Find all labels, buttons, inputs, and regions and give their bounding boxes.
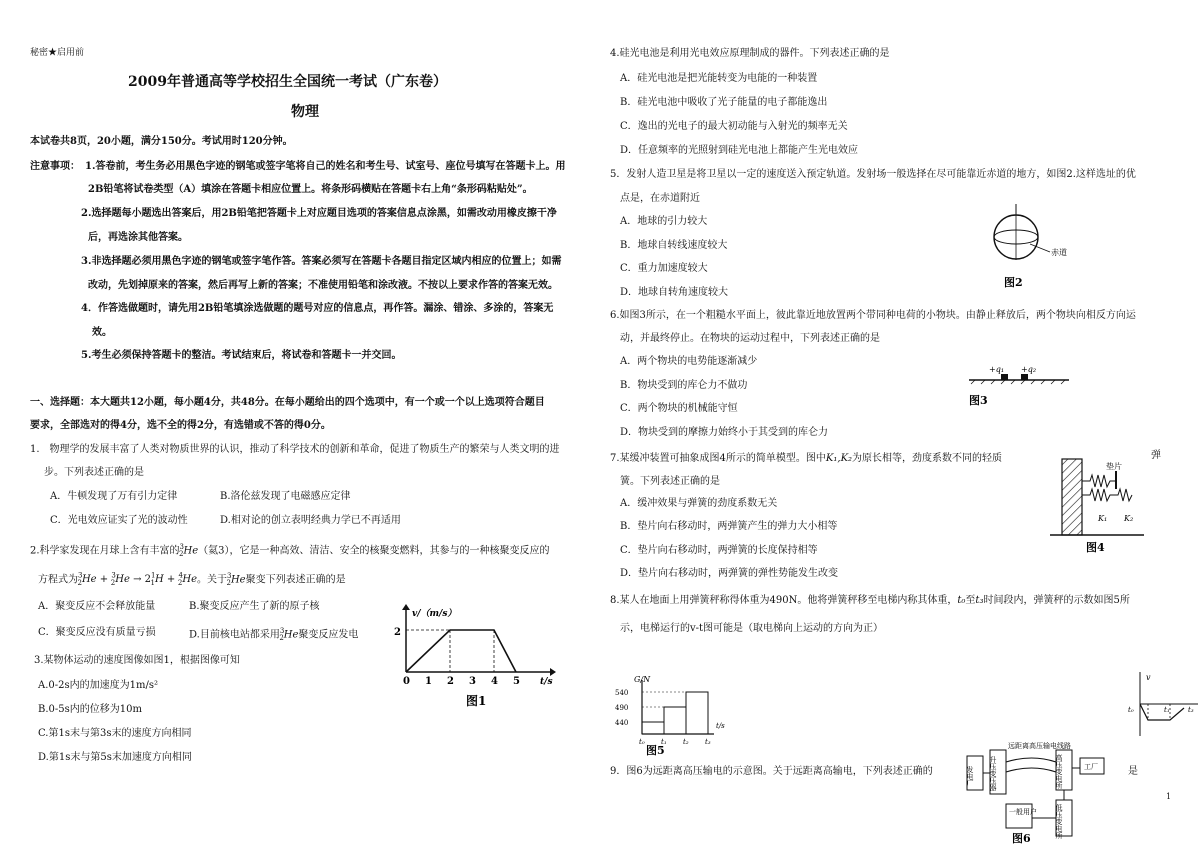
vt-t3: t₃ bbox=[1188, 706, 1194, 714]
q7-stem-tail: 弹 bbox=[1151, 450, 1161, 461]
note-line: 后，再选涂其他答案。 bbox=[88, 232, 188, 243]
fig5-bar bbox=[642, 722, 664, 734]
factory-label: 工厂 bbox=[1084, 763, 1098, 771]
intro: 本试卷共8页，20小题，满分150分。考试用时120分钟。 bbox=[30, 136, 293, 147]
q4-option-d: D．任意频率的光照射到硅光电池上都能产生光电效应 bbox=[620, 145, 859, 156]
q6-option-c: C．两个物块的机械能守恒 bbox=[620, 403, 738, 414]
fig5-xtick: t₀ bbox=[639, 738, 645, 746]
fig5-xtick: t₂ bbox=[683, 738, 689, 746]
q3-option-a: A.0-2s内的加速度为1m/s² bbox=[38, 680, 158, 691]
fig1-ytick: 2 bbox=[394, 627, 401, 638]
section-heading: 一、选择题：本大题共12小题，每小题4分，共48分。在每小题给出的四个选项中，有一个或一个以上选项符合题目 bbox=[30, 397, 545, 408]
q2-label: +q₂ bbox=[1021, 365, 1037, 374]
fig6-caption: 图6 bbox=[1012, 832, 1031, 845]
q2-option-d: D.目前核电站都采用$^3_2$He聚变反应发电 bbox=[189, 627, 359, 643]
q1-stem: 1. 物理学的发展丰富了人类对物质世界的认识，推动了科学技术的创新和革命，促进了物质生产的繁荣与人类文明的进 bbox=[30, 444, 560, 455]
fig5-bar bbox=[664, 707, 686, 734]
q3-option-d: D.第1s末与第5s末加速度方向相同 bbox=[38, 752, 192, 763]
note-line: 效。 bbox=[92, 327, 112, 338]
note-line: 1.答卷前，考生务必用黑色字迹的钢笔或签字笔将自己的姓名和考生号、试室号、座位号填写在答题卡上。用 bbox=[85, 161, 566, 172]
fig1-ylabel: v/（m/s） bbox=[412, 609, 457, 619]
q7-option-b: B．垫片向右移动时，两弹簧产生的弹力大小相等 bbox=[620, 521, 838, 532]
exam-title: 2009年普通高等学校招生全国统一考试（广东卷） bbox=[128, 74, 447, 90]
fig1-xtick: 2 bbox=[447, 676, 454, 687]
q5-stem: 点是，在赤道附近 bbox=[620, 193, 700, 204]
block-1 bbox=[1001, 374, 1008, 380]
q4-option-a: A．硅光电池是把光能转变为电能的一种装置 bbox=[620, 73, 818, 84]
plant-label: 发电厂 bbox=[966, 766, 974, 787]
fig1-xtick: 1 bbox=[425, 676, 432, 687]
q5-option-d: D．地球自转角速度较大 bbox=[620, 287, 729, 298]
y-axis-arrow bbox=[402, 604, 410, 610]
q7-option-d: D．垫片向右移动时，两弹簧的弹性势能发生改变 bbox=[620, 568, 839, 579]
block-2 bbox=[1021, 374, 1028, 380]
figure-3-charges bbox=[965, 362, 1075, 408]
notes-label: 注意事项： bbox=[30, 161, 80, 172]
fig2-caption: 图2 bbox=[1004, 276, 1023, 289]
fig5-caption: 图5 bbox=[646, 744, 665, 757]
q2-equation: $^3_2He + ^3_2He \to 2^1_1H + ^4_2He$ bbox=[77, 572, 198, 588]
fig5-xtick: t₁ bbox=[661, 738, 667, 746]
q7-stem: 簧。下列表述正确的是 bbox=[620, 476, 720, 487]
q6-option-a: A．两个物块的电势能逐渐减少 bbox=[620, 356, 758, 367]
q1-option-d: D.相对论的创立表明经典力学已不再适用 bbox=[220, 515, 401, 526]
q2-stem: 2.科学家发现在月球上含有丰富的$^3_2$He（氦3），它是一种高效、清洁、安全的核聚变燃料，其参与的一种核聚变反应的 bbox=[30, 543, 550, 559]
step-up-label: 升压变压器 bbox=[989, 756, 997, 791]
subject-title: 物理 bbox=[291, 104, 319, 120]
q5-stem: 5．发射人造卫星是将卫星以一定的速度送入预定轨道。发射场一般选择在尽可能靠近赤道的地方，如图2.这样选址的优 bbox=[610, 169, 1136, 180]
q2-option-c: C．聚变反应没有质量亏损 bbox=[38, 627, 156, 638]
q5-option-a: A．地球的引力较大 bbox=[620, 216, 708, 227]
q6-option-d: D．物块受到的摩擦力始终小于其受到的库仑力 bbox=[620, 427, 829, 438]
note-line: 5.考生必须保持答题卡的整洁。考试结束后，将试卷和答题卡一并交回。 bbox=[81, 350, 402, 361]
q6-option-b: B．物块受到的库仑力不做功 bbox=[620, 380, 748, 391]
q1-option-c: C．光电效应证实了光的波动性 bbox=[50, 515, 188, 526]
q9-stem-tail: 是 bbox=[1128, 766, 1138, 777]
q2-stem: 方程式为$^3_2He + ^3_2He \to 2^1_1H + ^4_2He$。关于$^3_2$He聚变下列表述正确的是 bbox=[38, 572, 346, 588]
fig5-ytick: 490 bbox=[615, 704, 629, 712]
q4-option-c: C．逸出的光电子的最大初动能与入射光的频率无关 bbox=[620, 121, 848, 132]
q1-label: +q₁ bbox=[989, 365, 1005, 374]
note-line: 2.选择题每小题选出答案后，用2B铅笔把答题卡上对应题目选项的答案信息点涂黑，如需改动用橡皮擦干净 bbox=[81, 208, 557, 219]
spring-k2 bbox=[1082, 489, 1132, 501]
section-heading: 要求，全部选对的得4分，选不全的得2分，有选错或不答的得0分。 bbox=[30, 420, 331, 431]
q1-option-b: B.洛伦兹发现了电磁感应定律 bbox=[220, 491, 351, 502]
q1-stem: 步。下列表述正确的是 bbox=[44, 467, 144, 478]
figure-2-globe bbox=[990, 202, 1080, 292]
fig1-xlabel: t/s bbox=[540, 677, 553, 687]
figure-6-transmission bbox=[962, 740, 1112, 846]
q6-stem: 6.如图3所示，在一个粗糙水平面上，彼此靠近地放置两个带同种电荷的小物块。由静止释放后，两个物块向相反方向运 bbox=[610, 310, 1136, 321]
note-line: 改动，先划掉原来的答案，然后再写上新的答案；不准使用铅笔和涂改液。不按以上要求作答的答案无效。 bbox=[88, 280, 558, 291]
q2-option-a: A．聚变反应不会释放能量 bbox=[38, 601, 156, 612]
note-line: 2B铅笔将试卷类型（A）填涂在答题卡相应位置上。将条形码横贴在答题卡右上角“条形码粘贴处”。 bbox=[88, 184, 533, 195]
equator-label: 赤道 bbox=[1051, 248, 1067, 257]
page-number: 1 bbox=[1166, 792, 1172, 801]
q4-stem: 4.硅光电池是利用光电效应原理制成的器件。下列表述正确的是 bbox=[610, 48, 890, 59]
fig4-caption: 图4 bbox=[1086, 541, 1105, 554]
figure-5-scale-chart bbox=[612, 672, 724, 758]
fig5-ytick: 540 bbox=[615, 689, 629, 697]
k1-label: K₁ bbox=[1098, 514, 1108, 523]
line-label: 远距离高压输电线路 bbox=[1008, 742, 1071, 750]
vt-t1: t₁ bbox=[1164, 706, 1170, 714]
vt-label: v bbox=[1146, 673, 1151, 682]
q6-stem: 动，并最终停止。在物块的运动过程中，下列表述正确的是 bbox=[620, 333, 880, 344]
q2-option-b: B.聚变反应产生了新的原子核 bbox=[189, 601, 320, 612]
fig5-ylabel: G/N bbox=[634, 675, 651, 684]
q8-stem: 示，电梯运行的v-t图可能是（取电梯向上运动的方向为正） bbox=[620, 623, 884, 634]
q4-option-b: B．硅光电池中吸收了光子能量的电子都能逸出 bbox=[620, 97, 828, 108]
q8-option-vt-graph bbox=[1124, 668, 1200, 740]
vt-t0: t₀ bbox=[1128, 706, 1134, 714]
k2-label: K₂ bbox=[1124, 514, 1134, 523]
q7-stem: 7.某缓冲装置可抽象成图4所示的简单模型。图中K₁,K₂为原长相等，劲度系数不同的轻质 bbox=[610, 453, 1003, 464]
q3-stem: 3.某物体运动的速度图像如图1，根据图像可知 bbox=[34, 655, 240, 666]
q9-stem: 9．图6为远距离高压输电的示意图。关于远距离高输电，下列表述正确的 bbox=[610, 766, 933, 777]
low-label: 低压变电所 bbox=[1055, 804, 1063, 839]
q5-option-c: C．重力加速度较大 bbox=[620, 263, 708, 274]
q3-option-c: C.第1s末与第3s末的速度方向相同 bbox=[38, 728, 192, 739]
note-line: 3.非选择题必须用黑色字迹的钢笔或签字笔作答。答案必须写在答题卡各题目指定区域内相应的位置上；如需 bbox=[81, 256, 562, 267]
fig5-xlabel: t/s bbox=[716, 722, 725, 730]
fig1-caption: 图1 bbox=[466, 694, 487, 708]
q1-option-a: A．牛顿发现了万有引力定律 bbox=[50, 491, 178, 502]
fig3-caption: 图3 bbox=[969, 394, 988, 407]
fig1-xtick: 5 bbox=[513, 676, 520, 687]
q5-option-b: B．地球自转线速度较大 bbox=[620, 240, 728, 251]
fig5-ytick: 440 bbox=[615, 719, 629, 727]
fig1-xtick: 0 bbox=[403, 676, 410, 687]
q7-option-a: A．缓冲效果与弹簧的劲度系数无关 bbox=[620, 498, 778, 509]
x-axis-arrow bbox=[550, 668, 556, 676]
q7-option-c: C．垫片向右移动时，两弹簧的长度保持相等 bbox=[620, 545, 818, 556]
fig1-xtick: 3 bbox=[469, 676, 476, 687]
pad-label: 垫片 bbox=[1106, 462, 1122, 471]
figure-1-vt-graph bbox=[390, 604, 560, 714]
q8-stem: 8.某人在地面上用弹簧秤称得体重为490N。他将弹簧秤移至电梯内称其体重，t₀至t₃时间段内，弹簧秤的示数如图5所 bbox=[610, 595, 1130, 606]
fig1-xtick: 4 bbox=[491, 676, 498, 687]
note-line: 4．作答选做题时，请先用2B铅笔填涂选做题的题号对应的信息点，再作答。漏涂、错涂、多涂的，答案无 bbox=[81, 303, 554, 314]
fig5-bar bbox=[686, 692, 708, 734]
figure-4-springs bbox=[1046, 455, 1146, 555]
fig5-xtick: t₃ bbox=[705, 738, 711, 746]
wall-block bbox=[1062, 459, 1082, 535]
user-label: 一般用户 bbox=[1009, 808, 1037, 816]
high-label: 高压变电所 bbox=[1055, 754, 1063, 789]
secret-label: 秘密★启用前 bbox=[30, 48, 85, 58]
fig1-series-line bbox=[406, 630, 516, 672]
spring-k1 bbox=[1082, 475, 1116, 487]
q3-option-b: B.0-5s内的位移为10m bbox=[38, 704, 142, 715]
